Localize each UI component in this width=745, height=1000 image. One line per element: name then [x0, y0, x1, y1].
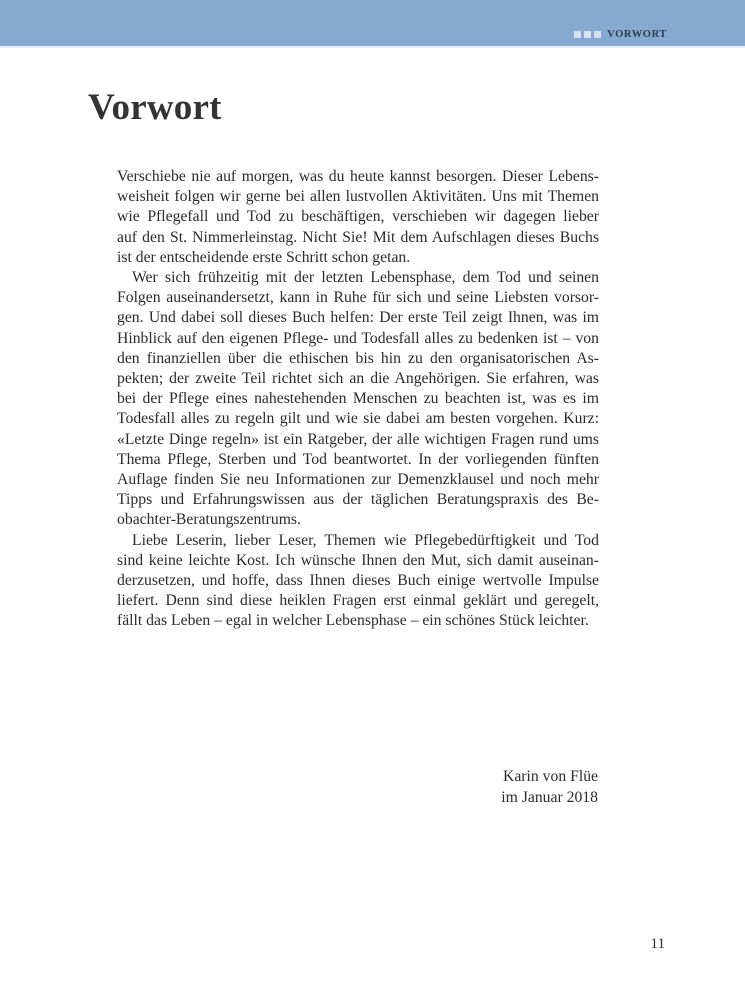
text-line: weisheit folgen wir gerne bei allen lustvollen Aktivitäten. Uns mit Themen [117, 188, 599, 206]
paragraph [117, 268, 599, 531]
text-line: liefert. Denn sind diese heiklen Fragen erst einmal geklärt und geregelt, [117, 592, 599, 610]
text-line: bei der Pflege eines nahestehenden Menschen zu beachten ist, was es im [117, 390, 599, 408]
text-line: wie Pflegefall und Tod zu beschäftigen, verschieben wir dagegen lieber [117, 208, 599, 226]
text-line: fällt das Leben – egal in welcher Lebensphase – ein schönes Stück leichter. [117, 612, 589, 630]
text-line: Auflage finden Sie neu Informationen zur Demenzklausel und noch mehr [117, 471, 599, 489]
square-icon [574, 31, 581, 38]
signature-date: im Januar 2018 [501, 788, 598, 806]
text-line: Thema Pflege, Sterben und Tod beantwortet. In der vorliegenden fünften [117, 450, 599, 468]
text-line: «Letzte Dinge regeln» ist ein Ratgeber, der alle wichtigen Fragen rund ums [117, 430, 599, 448]
text-line: ist der entscheidende erste Schritt schon getan. [117, 248, 411, 266]
text-line: sind keine leichte Kost. Ich wünsche Ihnen den Mut, sich damit auseinan- [117, 551, 599, 569]
text-line: Verschiebe nie auf morgen, was du heute kannst besorgen. Dieser Lebens- [117, 168, 599, 185]
text-line: Wer sich frühzeitig mit der letzten Lebensphase, dem Tod und seinen [132, 269, 599, 287]
text-line: den finanziellen über die ethischen bis hin zu den organisatorischen As- [117, 349, 599, 367]
running-head [574, 28, 667, 40]
text-line: Todesfall alles zu regeln gilt und wie sie dabei am besten vorgehen. Kurz: [117, 410, 599, 428]
text-line: auf den St. Nimmerleinstag. Nicht Sie! Mit dem Aufschlagen dieses Buchs [117, 228, 599, 246]
signature-author: Karin von Flüe [503, 768, 598, 785]
paragraph [117, 531, 599, 632]
square-icon [584, 31, 591, 38]
page-title: Vorwort [88, 87, 222, 128]
text-line: obachter-Beratungszentrums. [117, 511, 301, 529]
text-line: derzusetzen, und hoffe, dass Ihnen dieses Buch einige wertvolle Impulse [117, 572, 599, 590]
paragraph [117, 167, 599, 268]
text-line: Folgen auseinandersetzt, kann in Ruhe für sich und seine Liebsten vorsor- [117, 289, 599, 307]
text-line: gen. Und dabei soll dieses Buch helfen: Der erste Teil zeigt Ihnen, was im [117, 309, 599, 327]
text-line: pekten; der zweite Teil richtet sich an die Angehörigen. Sie erfahren, was [117, 370, 599, 388]
running-title: VORWORT [607, 28, 667, 40]
body-text [117, 167, 599, 632]
square-icon [594, 31, 601, 38]
text-line: Liebe Leserin, lieber Leser, Themen wie Pflegebedürftigkeit und Tod [132, 531, 599, 549]
page-number: 11 [650, 936, 665, 952]
header-rule [0, 46, 745, 48]
signature [501, 767, 598, 808]
text-line: Hinblick auf den eigenen Pflege- und Todesfall alles zu bedenken ist – von [117, 329, 599, 347]
text-line: Tipps und Erfahrungswissen aus der täglichen Beratungspraxis des Be- [117, 491, 599, 509]
